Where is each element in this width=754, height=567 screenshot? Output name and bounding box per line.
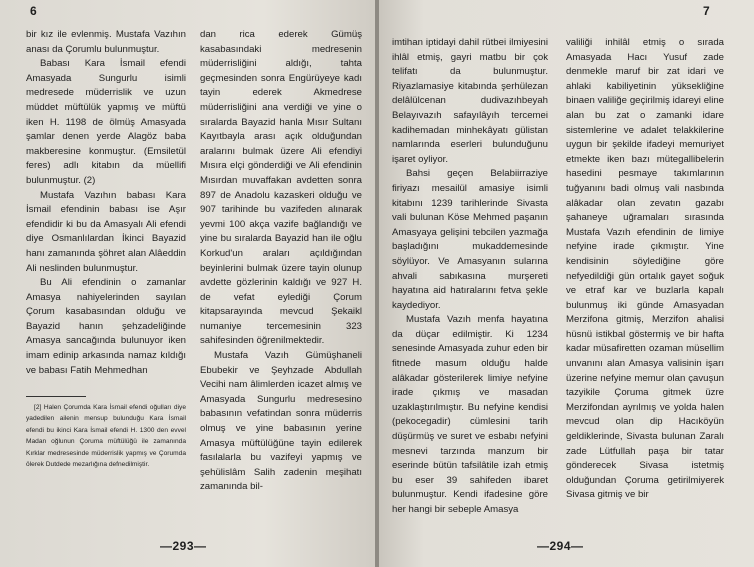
paragraph: dan rica ederek Gümüş kasabasındaki medresenin müderrisliğini aldığı, tahta geçmesinden sonra Engürüyeye kadı tayin ederek Akmedrese müderrisliğini ana verdiği ve yine o sıralarda Bayazid hanla Mısır Sultanı Kayıtbayla arası açık olduğundan aralarını bulmak üzere Ali efendiyi Mısıra elçi gönderdiği ve Ali efendinin Mısırdan muvaffakan avdetten sonra 897 de Anadolu kazaskeri olduğu ve 907 tarihinde bu vazifeden alınarak yevmi 100 akça vazife bağlandığı ve yine bu sıralarda Bayazid han ile oğlu Korkud'un araları açıldığından beyinlerini bulmak üzere tayin olunup avdette gözlerinin kaldığı ve 927 H. de vefat eylediği Çorum kitapsarayında mevcud Şekaikl numaniye tercemesinin 323 sahifesinden öğrenilmektedir. — [200, 29, 362, 347]
page-number-bottom: —293— — [160, 539, 207, 553]
left-column-1 — [26, 28, 186, 378]
right-column-1 — [392, 36, 548, 518]
footnote-text: [2] Halen Çorumda Kara İsmail efendi oğulları diye yadedilen ailenin mensup bulunduğu Kara İsmail efendi bu ikinci Kara İsmail efendi H. 1300 den evvel Madan oğlunun Çoruma müftülüğü ile zamanında Kırklar medresesinde müderrislik yapmış ve Çorumda ölerek Dutdede mezarlığına defnedilmiştir. — [26, 404, 186, 469]
left-column-2 — [200, 28, 362, 495]
right-page — [379, 0, 754, 567]
page-number-bottom: —294— — [537, 539, 584, 553]
paragraph: Mustafa Vazıh menfa hayatına da düçar edilmiştir. Ki 1234 senesinde Amasyada zuhur eden bir fitnede masum olduğu halde alâkadar gösterilerek limiye nefyine irade çıkmış ve masadan uzaklaştırılmıştır. Bu nefyine kendisi (pekocegadir) cümlesini tarih düşürmüş ve suret ve esbabı nefyini mesnevi tarzında manzum bir eserinde bütün tafsilâtile izah etmiş bu eser 39 sahifeden ibaret bulunmuştur. Kendi ifadesine göre her hangi bir sebeple Amasya — [392, 314, 548, 515]
paragraph: Mustafa Vazıhın babası Kara İsmail efendinin babası ise Aşır efendidir ki bu da Amasyalı Ali efendi diye Osmanlılardan İkinci Bayazid hanı zamanında şöhret alan Alâeddin Ali neslinden bulunmuştur. — [26, 189, 186, 274]
paragraph: bir kız ile evlenmiş. Mustafa Vazıhın anası da Çorumlu bulunmuştur. — [26, 29, 186, 55]
paragraph: Babası Kara İsmail efendi Amasyada Sungurlu isimli medresede müderrislik ve uzun müddet müftülük yapmış ve müftü iken H. 1198 de ölmüş Amasyada şamlar denen yerde Alagöz baba makberesine konmuştur. (Emsiletül feres) adlı kitabın da müellifi bulunmuştur. (2) — [26, 58, 186, 186]
paragraph: Bahsi geçen Belabiirraziye firiyazı mesailül amasiye isimli kitabını 1239 tarihlerinde Sivasta vali bulunan Köse Mehmed paşanın Amasyaya gelişini tebcilen yazmağa başladığını mukaddemesinde söylüyor. Ve Amasyanın sularına ahvali sabıkasına murşereti hayatına aid hatıralarını fetva şekle kaydediyor. — [392, 168, 548, 311]
paragraph: Mustafa Vazıh Gümüşhaneli Ebubekir ve Şeyhzade Abdullah Vecihi nam âlimlerden icazet almış ve Amasyada Sungurlu medresesino babasının vefatindan sonra müderris olmuş ve yine babasının yerine Amasya müftülüğüne tayin edilerek fasılalarla bu vazifeyi yapmış ve şehülislâm Salih zadenin meşihatı zamanında bil- — [200, 350, 362, 493]
page-number-top: 7 — [703, 4, 710, 18]
footnote — [26, 402, 186, 470]
footnote-divider — [26, 396, 86, 397]
paragraph: imtihan iptidayi dahil rütbei ilmiyesini ihlâl etmiş, gayri matbu bir çok telifatı da bulunmuştur. Riyazlamasiye kitabında şerhülezan delâlülcenan dudivazıhbeyah Belayıvazıh safayılâyıh tercemei kadihemadan minhekâyatı gülistan namlarında eserleri bulunduğunu işaret oyliyor. — [392, 37, 548, 165]
page-number-top: 6 — [30, 4, 37, 18]
paragraph: valiliği inhilâl etmiş o sırada Amasyada Hacı Yusuf zade denmekle maruf bir zat idari ve ahlaki kabiliyetinin yüksekliğine binaen valiliğe geçirilmiş idareyi eline alan bu zat o zamanki idare sistemlerine ve adalet telakkilerine uygun bir şekilde ifadeyi memuriyet etmekte iken bazı mütegallibelerin hasedini pesmaye takımlarının tuğyanını badi olmuş vali nasbında alâkadar olan zevatın gazabı şahaneye uğramaları sırasında Mustafa Vazıh efendinin de limiye nefyine irade çıkmıştır. Yine kendisinin söylediğine göre nefyedildiği gün ortalık gayet soğuk ve etraf kar ve buzlarla kapalı bulunmuş iki günde Amasyadan Merzifona gitmiş, Merzifon ahalisi hüsnü istikbal göstermiş ve bir hafta kadar müsafiretten ozaman müsellim unvanını alan Amasya valisinin işarı üzerine nefyine memur olan çavuşun tazyikile Çoruma gitmek üzre Merzifondan ayrılmış ve yolda halen mevcud olan dip Hacıköyün geldiklerinde, Sivasta bulunan Zaralı zade Lütfullah paşa bir tatar gönderecek Sivasa istetmiş olduğundan Çoruma getirilmiyerek Sivasa gitmiş ve bir — [566, 37, 724, 501]
paragraph: Bu Ali efendinin o zamanlar Amasya nahiyelerinden sayılan Çorum kasabasından olduğu ve Bayazid hanın şehzadeliğinde Amasya sancağında bulunuyor iken imam edinip arkasında namaz kıldığı ve babası Fatih Mehmedhan — [26, 277, 186, 376]
right-column-2 — [566, 36, 724, 503]
